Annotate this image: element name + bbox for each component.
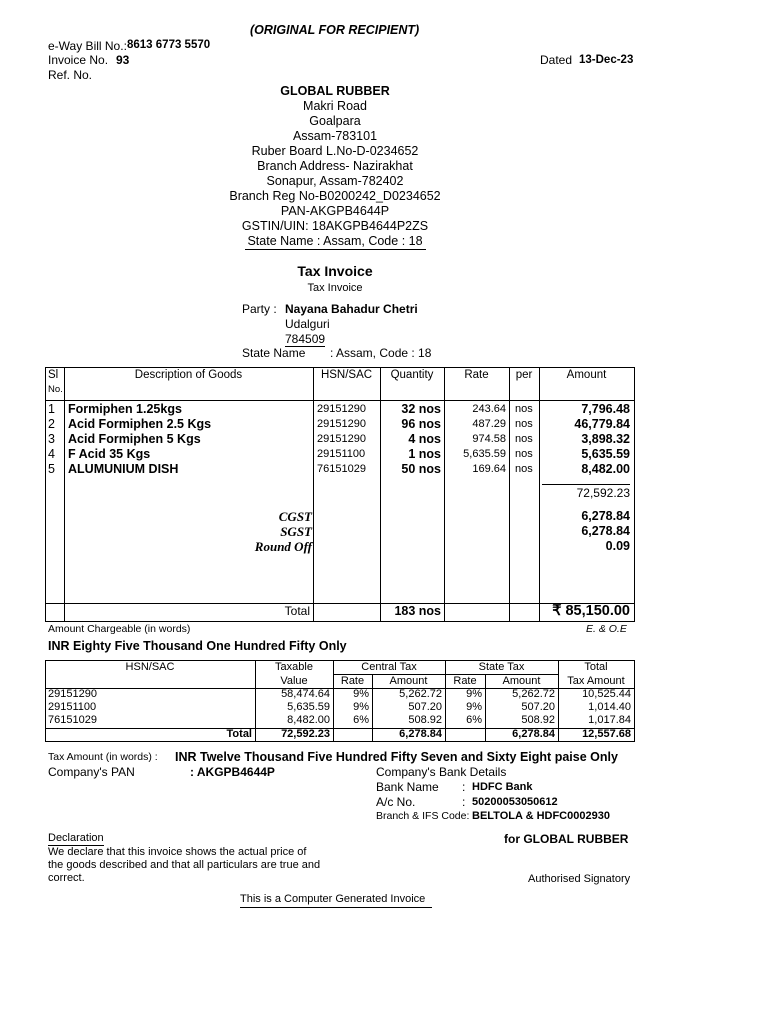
tax-row-state-amount: 5,262.72 [512,688,555,700]
tax-total-label: Total [226,728,252,740]
row-per: nos [515,463,533,475]
eway-bill-value: 8613 6773 5570 [127,39,211,51]
row-per: nos [515,433,533,445]
tax-col-central: Central Tax [361,661,417,673]
tax-col-taxable-1: Taxable [275,661,313,673]
tax-words-value: INR Twelve Thousand Five Hundred Fifty Seven and Sixty Eight paise Only [175,750,618,764]
tax-row-state-rate: 9% [466,701,482,713]
tax-col-central-rate: Rate [340,675,365,687]
row-hsn: 29151290 [317,418,366,430]
bank-name-value: HDFC Bank [472,781,533,793]
company-line-5: Branch Address- Nazirakhat [257,159,413,173]
account-no-label: A/c No. [376,795,416,809]
tax-col-state-amount: Amount [502,675,541,687]
tax-col-central-amount: Amount [389,675,428,687]
row-sl: 5 [48,462,55,476]
row-quantity: 32 nos [401,402,441,416]
tax-row-central-rate: 6% [353,714,369,726]
party-state-label: State Name [242,346,306,360]
total-label: Total [284,604,310,618]
tax-row-taxable: 8,482.00 [287,714,330,726]
row-sl: 1 [48,402,55,416]
tax-col-state-rate: Rate [453,675,477,687]
tax-row-hsn: 76151029 [48,714,97,726]
tax-row-central-amount: 508.92 [408,714,442,726]
row-amount: 7,796.48 [581,402,630,416]
row-per: nos [515,403,533,415]
tax-words-label: Tax Amount (in words) : [48,751,158,763]
tax-row-state-amount: 508.92 [521,714,555,726]
computer-generated-note: This is a Computer Generated Invoice [240,893,426,905]
branch-ifs-value: BELTOLA & HDFC0002930 [472,810,610,822]
tax-row-taxable: 5,635.59 [287,701,330,713]
row-per: nos [515,448,533,460]
company-name: GLOBAL RUBBER [280,84,390,98]
company-line-9: GSTIN/UIN: 18AKGPB4644P2ZS [241,219,429,233]
tax-col-total-2: Tax Amount [567,675,625,687]
row-description: Acid Formiphen 5 Kgs [68,432,201,446]
tax-row-state-rate: 9% [466,688,482,700]
company-state-underline [245,249,426,250]
row-rate: 5,635.59 [463,448,506,460]
row-quantity: 96 nos [401,417,441,431]
row-per: nos [515,418,533,430]
row-sl: 2 [48,417,55,431]
authorised-signatory: Authorised Signatory [528,873,631,885]
tax-total-state: 6,278.84 [512,728,555,740]
row-rate: 487.29 [472,418,506,430]
col-header-hsn: HSN/SAC [320,369,373,381]
row-quantity: 50 nos [401,462,441,476]
tax-total-total: 12,557.68 [582,728,631,740]
row-hsn: 29151290 [317,433,366,445]
tax-total-central: 6,278.84 [399,728,442,740]
invoice-no-label: Invoice No. [48,53,109,67]
for-company: for GLOBAL RUBBER [504,832,629,846]
declaration-line-1: We declare that this invoice shows the actual price of [48,846,307,858]
invoice-no-value: 93 [116,53,130,67]
tax-row-total: 10,525.44 [582,688,631,700]
company-line-8: PAN-AKGPB4644P [280,204,390,218]
invoice-title: Tax Invoice [297,263,373,279]
company-line-3: Assam-783101 [292,129,378,143]
declaration-line-3: correct. [48,872,85,884]
row-description: Acid Formiphen 2.5 Kgs [68,417,212,431]
col-header-amount: Amount [566,369,607,381]
party-address-2: 784509 [285,332,326,346]
bank-details-title: Company's Bank Details [376,765,507,779]
amount-words-value: INR Eighty Five Thousand One Hundred Fifty Only [48,639,347,653]
col-header-per: per [515,369,533,381]
bank-name-label: Bank Name [376,780,439,794]
tax-row-state-amount: 507.20 [521,701,555,713]
pan-value: : AKGPB4644P [190,765,275,779]
ref-no-label: Ref. No. [48,68,93,82]
dated-label: Dated [540,53,573,67]
col-header-no: No. [48,384,63,395]
tax-label-roundoff: Round Off [254,539,312,554]
tax-label-sgst: SGST [280,524,312,539]
bank-name-colon: : [462,780,466,794]
subtotal-amount: 72,592.23 [576,486,630,500]
eway-bill-label: e-Way Bill No.: [48,39,127,53]
party-state-value: : Assam, Code : 18 [330,346,432,360]
col-header-quantity: Quantity [390,369,434,381]
row-amount: 3,898.32 [581,432,630,446]
col-header-sl: Sl [48,369,59,381]
copy-label: (ORIGINAL FOR RECIPIENT) [250,23,420,37]
account-no-value: 50200053050612 [472,796,558,808]
row-description: Formiphen 1.25kgs [68,402,182,416]
company-line-2: Goalpara [309,114,361,128]
row-description: F Acid 35 Kgs [68,447,151,461]
row-sl: 4 [48,447,55,461]
total-quantity: 183 nos [394,604,441,618]
tax-row-state-rate: 6% [466,714,482,726]
tax-col-state: State Tax [478,661,525,673]
row-amount: 46,779.84 [574,417,630,431]
tax-row-hsn: 29151290 [48,688,97,700]
invoice-subtitle: Tax Invoice [307,282,363,294]
row-rate: 974.58 [472,433,506,445]
row-rate: 243.64 [472,403,506,415]
tax-row-central-amount: 507.20 [408,701,442,713]
col-header-rate: Rate [464,369,489,381]
row-sl: 3 [48,432,55,446]
tax-amount-cgst: 6,278.84 [581,509,630,523]
branch-ifs-label: Branch & IFS Code: [376,810,470,822]
row-quantity: 4 nos [408,432,441,446]
company-state: State Name : Assam, Code : 18 [247,234,423,248]
company-line-4: Ruber Board L.No-D-0234652 [251,144,419,158]
row-rate: 169.64 [472,463,506,475]
subtotal-rule [542,484,630,485]
tax-row-central-rate: 9% [353,688,369,700]
tax-row-central-rate: 9% [353,701,369,713]
party-address-1: Udalguri [285,317,330,331]
account-no-colon: : [462,795,466,809]
amount-words-label: Amount Chargeable (in words) [48,623,191,635]
tax-row-taxable: 58,474.64 [281,688,330,700]
party-label: Party : [242,302,277,316]
tax-total-taxable: 72,592.23 [281,728,330,740]
row-amount: 5,635.59 [581,447,630,461]
row-quantity: 1 nos [408,447,441,461]
declaration-line-2: the goods described and that all particulars are true and [48,859,321,871]
company-line-1: Makri Road [303,99,367,113]
row-hsn: 76151029 [317,463,366,475]
tax-row-total: 1,014.40 [588,701,631,713]
tax-amount-sgst: 6,278.84 [581,524,630,538]
tax-col-hsn: HSN/SAC [125,661,175,673]
eoe-label: E. & O.E [586,623,627,635]
company-line-6: Sonapur, Assam-782402 [266,174,404,188]
row-hsn: 29151290 [317,403,366,415]
total-amount: ₹ 85,150.00 [552,603,630,619]
tax-col-taxable-2: Value [280,675,308,687]
row-description: ALUMUNIUM DISH [68,462,179,476]
dated-value: 13-Dec-23 [579,54,634,66]
tax-row-total: 1,017.84 [588,714,631,726]
pan-label: Company's PAN [48,765,135,779]
row-amount: 8,482.00 [581,462,630,476]
row-hsn: 29151100 [317,448,366,460]
declaration-title: Declaration [48,832,104,844]
tax-col-total-1: Total [584,661,608,673]
tax-row-hsn: 29151100 [48,701,97,713]
computer-generated-underline [240,907,432,908]
tax-amount-roundoff: 0.09 [605,539,630,553]
party-name: Nayana Bahadur Chetri [285,302,418,316]
tax-label-cgst: CGST [278,509,312,524]
col-header-description: Description of Goods [134,369,243,381]
tax-row-central-amount: 5,262.72 [399,688,442,700]
company-line-7: Branch Reg No-B0200242_D0234652 [229,189,441,203]
